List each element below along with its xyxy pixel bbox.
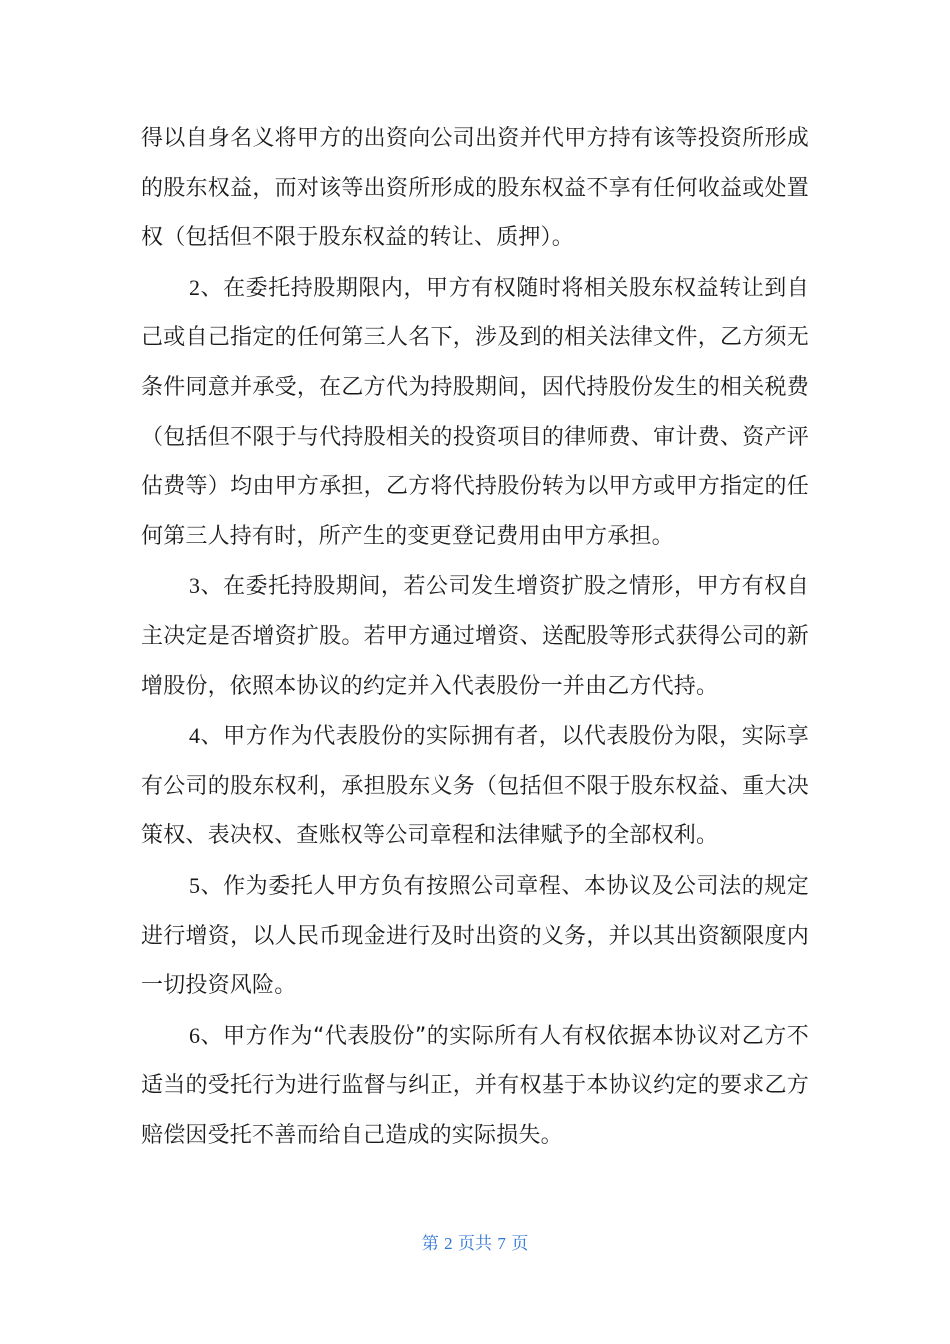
document-body [141, 114, 809, 1160]
paragraph-clause-4 [141, 711, 809, 861]
total-pages-number: 7 [497, 1234, 506, 1253]
paragraph-text: 、作为委托人甲方负有按照公司章程、本协议及公司法的规定进行增资，以人民币现金进行及时出资的义务，并以其出资额限度内一切投资风险。 [141, 873, 809, 999]
paragraph-text: 、甲方作为代表股份的实际拥有者，以代表股份为限，实际享有公司的股东权利，承担股东义务（包括但不限于股东权益、重大决策权、表决权、查账权等公司章程和法律赋予的全部权利。 [141, 724, 809, 849]
clause-number: 2 [189, 274, 201, 300]
clause-number: 4 [189, 723, 201, 749]
clause-number: 6 [189, 1022, 201, 1048]
paragraph-continuation [141, 114, 809, 263]
clause-number: 5 [189, 872, 201, 898]
page-footer [0, 1229, 950, 1254]
paragraph-text: 、在委托持股期间，若公司发生增资扩股之情形，甲方有权自主决定是否增资扩股。若甲方通过增资、送配股等形式获得公司的新增股份，依照本协议的约定并入代表股份一并由乙方代持。 [141, 574, 809, 699]
paragraph-text: 、甲方作为“代表股份”的实际所有人有权依据本协议对乙方不适当的受托行为进行监督与纠正，并有权基于本协议约定的要求乙方赔偿因受托不善而给自己造成的实际损失。 [141, 1023, 809, 1148]
paragraph-clause-6 [141, 1011, 809, 1161]
paragraph-text: 、在委托持股期限内，甲方有权随时将相关股东权益转让到自己或自己指定的任何第三人名下，涉及到的相关法律文件，乙方须无条件同意并承受，在乙方代为持股期间，因代持股份发生的相关税费（包括但不限于与代持股相关的投资项目的律师费、审计费、资产评估费等）均由甲方承担，乙方将代持股份转为以甲方或甲方指定的任何第三人持有时，所产生的变更登记费用由甲方承担。 [141, 275, 809, 549]
page-middle: 页共 [458, 1234, 492, 1254]
current-page-number: 2 [444, 1234, 453, 1253]
paragraph-text: 得以自身名义将甲方的出资向公司出资并代甲方持有该等投资所形成的股东权益，而对该等出资所形成的股东权益不享有任何收益或处置权（包括但不限于股东权益的转让、质押）。 [141, 126, 809, 251]
clause-number: 3 [189, 573, 201, 599]
paragraph-clause-2 [141, 263, 809, 562]
paragraph-clause-5 [141, 861, 809, 1011]
paragraph-clause-3 [141, 561, 809, 711]
page-prefix: 第 [421, 1234, 439, 1254]
page-suffix: 页 [511, 1234, 529, 1254]
